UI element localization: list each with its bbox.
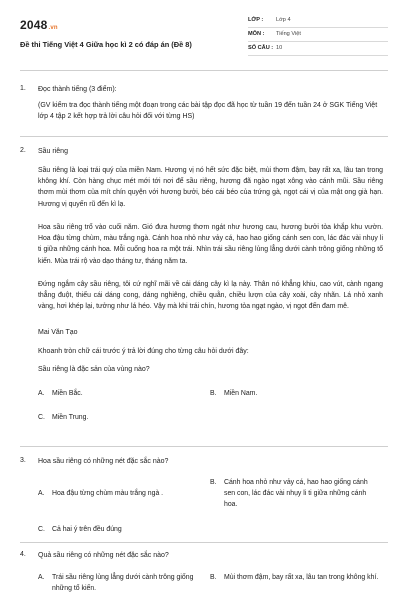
meta-key: MÔN : — [248, 31, 265, 38]
instruction-text: Khoanh tròn chữ cái trước ý trả lời đúng cho từng câu hỏi dưới đây: — [38, 348, 249, 355]
option-text: Miền Bắc. — [52, 390, 83, 397]
question-number: 1. — [20, 85, 26, 92]
logo-suffix: .vn — [48, 25, 58, 31]
option-b[interactable] — [210, 388, 380, 399]
option-label: C. — [38, 526, 45, 533]
document-header — [20, 14, 388, 60]
meta-row-count — [248, 42, 388, 56]
option-text: Miền Nam. — [224, 390, 258, 397]
document-title: Đề thi Tiếng Việt 4 Giữa học kì 2 có đáp án (Đề 8) — [20, 40, 192, 49]
option-label: B. — [210, 479, 217, 486]
passage-paragraph-2: Hoa sầu riêng trổ vào cuối năm. Gió đưa hương thơm ngát như hương cau, hương bưởi tỏa khắp khu vườn. Hoa đậu từng chùm, màu trắng ngà. Cánh hoa nhỏ như vảy cá, hao hao giống cánh sen con, lác đác vài nhụy li ti giữa những cánh hoa. Mỗi cuống hoa ra một trái. Nhìn trái sầu riêng lủng lẳng dưới cành trông giống những tổ kiến. Mùa trái rộ vào dạo tháng tư, tháng năm ta. — [38, 224, 383, 265]
site-logo[interactable] — [20, 16, 58, 34]
meta-key: LỚP : — [248, 17, 264, 24]
meta-table — [248, 14, 388, 56]
passage-paragraph-1: Sầu riêng là loại trái quý của miền Nam. Hương vị nó hết sức đặc biệt, mùi thơm đậm, bay rất xa, lâu tan trong không khí. Còn hàng chục mét mới tới nơi để sầu riêng, hương đã ngào ngạt xông vào cánh mũi. Sầu riêng thơm mùi thơm của mít chín quyện với hương bưởi, béo cái béo của trứng gà, ngọt cái vị của mật ong già hạn. Hương vị quyến rũ đến kì lạ. — [38, 167, 383, 208]
option-a[interactable] — [38, 572, 198, 594]
section-divider — [20, 542, 388, 543]
passage-title: Sầu riêng — [38, 148, 68, 155]
meta-key: SỐ CÂU : — [248, 45, 274, 52]
meta-row-subject — [248, 28, 388, 42]
option-label: B. — [210, 390, 217, 397]
option-label: A. — [38, 574, 45, 581]
meta-value: Lớp 4 — [276, 17, 291, 24]
option-b[interactable] — [210, 572, 380, 583]
question-text: Quả sầu riêng có những nét đặc sắc nào? — [38, 552, 169, 559]
option-text: Miền Trung. — [52, 414, 89, 421]
option-text: Hoa đậu từng chùm màu trắng ngà . — [52, 490, 164, 497]
option-c[interactable] — [38, 524, 208, 535]
question-number: 3. — [20, 457, 26, 464]
option-text: Cả hai ý trên đều đúng — [52, 526, 122, 533]
question-heading: Đọc thành tiếng (3 điểm): — [38, 86, 117, 93]
section-divider — [20, 136, 388, 137]
option-a[interactable] — [38, 488, 208, 499]
option-text: Trái sầu riêng lủng lẳng dưới cành trông giống những tổ kiến. — [52, 574, 194, 593]
question-text: (GV kiểm tra đọc thành tiếng một đoạn trong các bài tập đọc đã học từ tuần 19 đến tuần 24 ở SGK Tiếng Việt lớp 4 tập 2 kết hợp trả lời câu hỏi đối với từng HS) — [38, 102, 378, 121]
section-divider — [20, 70, 388, 71]
option-a[interactable] — [38, 388, 188, 399]
meta-row-class — [248, 14, 388, 28]
question-text: Hoa sầu riêng có những nét đặc sắc nào? — [38, 458, 169, 465]
option-label: A. — [38, 490, 45, 497]
question-text: Sầu riêng là đặc sản của vùng nào? — [38, 366, 150, 373]
question-number: 2. — [20, 147, 26, 154]
option-text: Cánh hoa nhỏ như vảy cá, hao hao giống cánh sen con, lác đác vài nhụy li ti giữa những cánh hoa. — [224, 479, 368, 509]
logo-text: 2048 — [20, 18, 48, 32]
meta-value: Tiếng Việt — [276, 31, 301, 38]
option-text: Mùi thơm đậm, bay rất xa, lâu tan trong không khí. — [224, 574, 379, 581]
section-divider — [20, 446, 388, 447]
question-number: 4. — [20, 551, 26, 558]
option-label: C. — [38, 414, 45, 421]
option-label: B. — [210, 574, 217, 581]
passage-author: Mai Văn Tạo — [38, 329, 78, 336]
option-b[interactable] — [210, 477, 380, 510]
meta-value: 10 — [276, 45, 283, 52]
option-label: A. — [38, 390, 45, 397]
option-c[interactable] — [38, 412, 188, 423]
passage-paragraph-3: Đứng ngắm cây sầu riêng, tôi cứ nghĩ mãi về cái dáng cây kì lạ này. Thân nó khẳng khiu, cao vút, cành ngang thẳng đuột, thiếu cái dáng cong, dáng nghiêng, chiều quằn, chiều lượn của cây xoài, cây nhãn. Lá nhỏ xanh vàng, hơi khép lại, tưởng như lá héo. Vậy mà khi trái chín, hương tỏa ngạt ngào, vị ngọt đến đam mê. — [38, 281, 383, 311]
